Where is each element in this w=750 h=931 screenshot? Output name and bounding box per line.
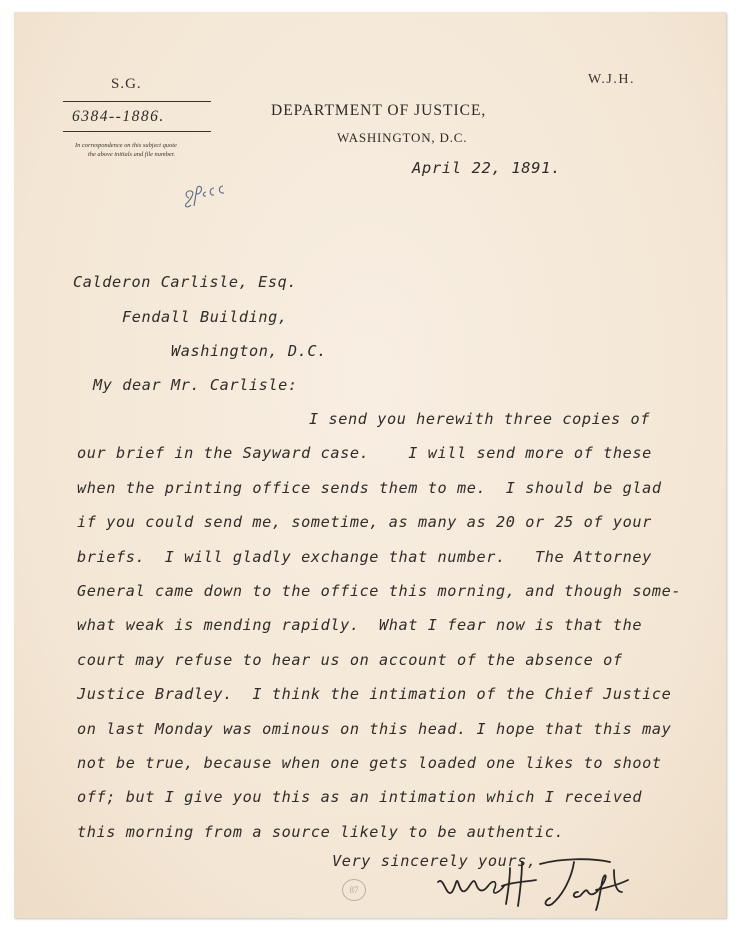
body-line: our brief in the Sayward case. I will send more of these [77,444,652,463]
department-location: WASHINGTON, D.C. [337,130,468,145]
body-line: off; but I give you this as an intimation which I received [77,788,643,807]
file-rule-bottom [63,131,211,132]
file-rule-top [63,101,211,102]
stamp-mark: 87 [349,885,359,895]
pencil-note-icon [180,178,240,214]
body-line: I send you herewith three copies of [309,410,651,428]
signature-text [454,882,459,883]
address-city: Washington, D.C. [171,342,327,360]
address-name: Calderon Carlisle, Esq. [73,273,298,291]
initials-left: S.G. [111,76,142,92]
body-line: court may refuse to hear us on account of the absence of [77,650,623,669]
pencil-note-text [186,182,188,183]
initials-right: W.J.H. [588,72,635,87]
file-note-line-1: In correspondence on this subject quote [75,142,177,149]
salutation: My dear Mr. Carlisle: [93,376,298,394]
letter-date: April 22, 1891. [412,159,561,177]
body-line: when the printing office sends them to me. I should be glad [77,478,662,497]
body-line: briefs. I will gladly exchange that number. The Attorney [77,547,652,566]
department-heading: DEPARTMENT OF JUSTICE, [271,102,487,119]
body-line: not be true, because when one gets loaded one likes to shoot [77,754,662,772]
letter-page [14,12,726,918]
file-number: 6384--1886. [72,108,165,125]
file-note-line-2: the above initials and file number. [88,151,175,158]
archive-stamp [342,879,366,901]
body-line: this morning from a source likely to be authentic. [77,822,565,841]
body-line: what weak is mending rapidly. What I fear now is that the [77,616,643,635]
signature-icon [432,852,642,912]
body-line: Justice Bradley. I think the intimation of the Chief Justice [77,685,672,704]
body-line: General came down to the office this morning, and though some- [77,582,682,600]
body-line: on last Monday was ominous on this head. I hope that this may [77,719,672,738]
body-line: if you could send me, sometime, as many as 20 or 25 of your [77,513,652,532]
closing: Very sincerely yours, [332,852,537,870]
address-building: Fendall Building, [122,308,288,326]
